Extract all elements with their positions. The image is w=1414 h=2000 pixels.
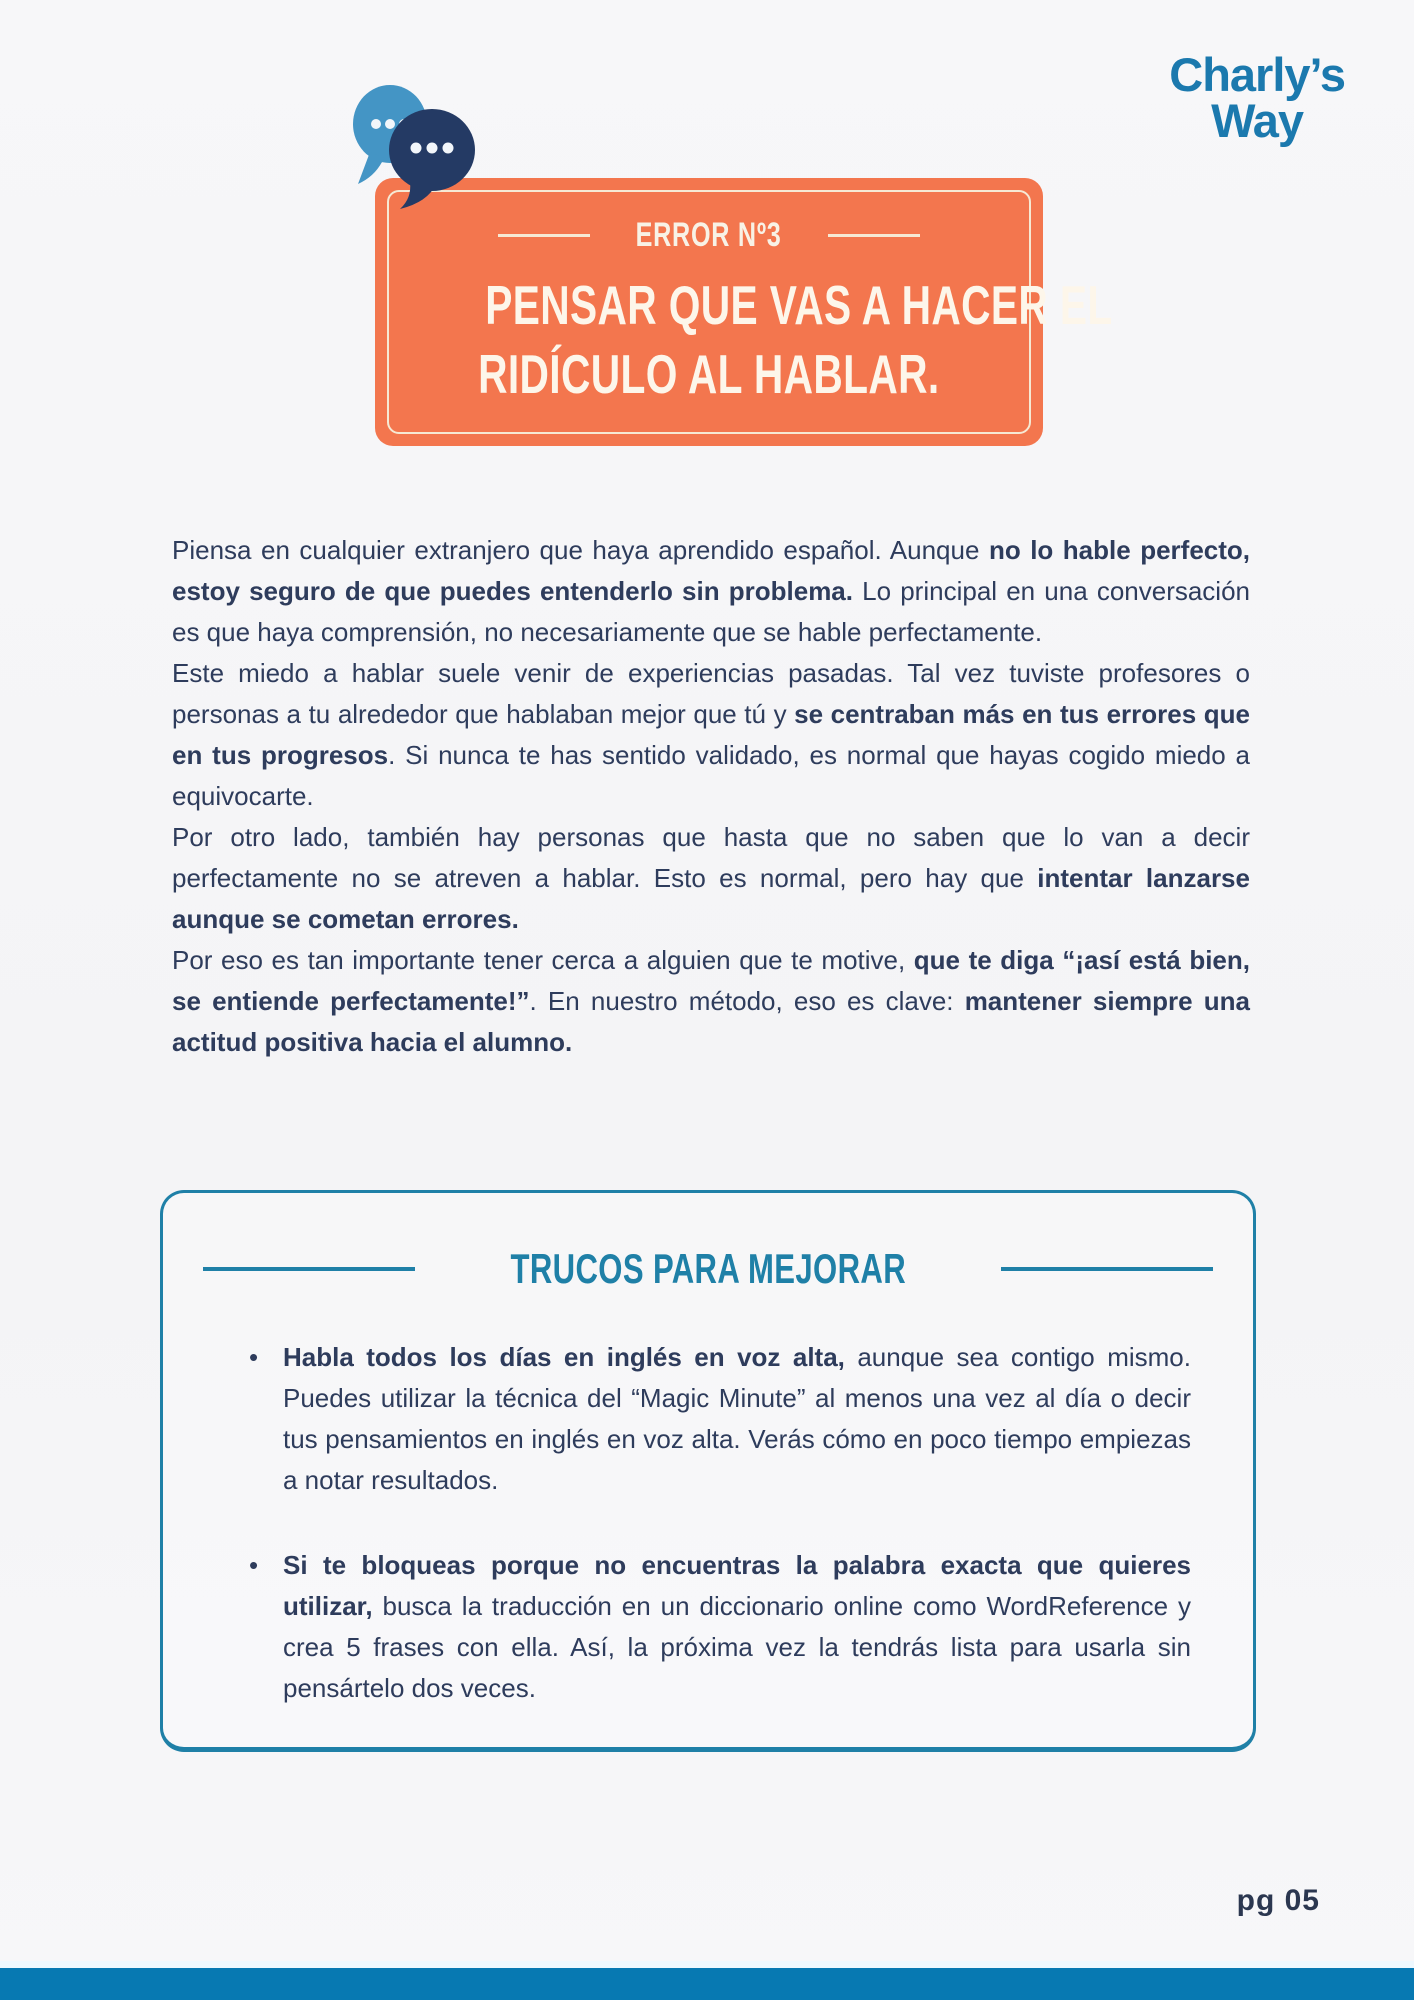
brand-logo-line2: Way (1211, 94, 1304, 148)
paragraph: Por otro lado, también hay personas que hasta que no saben que lo van a decir perfectamente no se atreven a hablar. Esto es normal, pero hay que intentar lanzarse aunque se cometan errores. (172, 822, 1250, 934)
brand-logo (1169, 48, 1345, 148)
error-number-label: ERROR Nº3 (636, 216, 782, 254)
tips-rule-right (1001, 1267, 1213, 1271)
tips-header (163, 1245, 1253, 1293)
list-item: • Si te bloqueas porque no encuentras la palabra exacta que quieres utilizar, busca la traducción en un diccionario online como WordReference y crea 5 frases con ella. Así, la próxima vez la tendrás lista para usarla sin pensártelo dos veces. (283, 1545, 1191, 1709)
tips-rule-left (203, 1267, 415, 1271)
body-text (172, 530, 1250, 1063)
speech-bubbles-icon (350, 80, 476, 210)
tips-list (163, 1337, 1253, 1709)
paragraph: Piensa en cualquier extranjero que haya aprendido español. Aunque no lo hable perfecto, estoy seguro de que puedes entenderlo sin problema. Lo principal en una conversación es que haya comprensión, no necesariamente que se hable perfectamente. (172, 535, 1251, 647)
tips-box (160, 1190, 1256, 1752)
label-rule-left (498, 234, 590, 237)
tips-title: TRUCOS PARA MEJORAR (510, 1245, 906, 1292)
error-title-line2: RIDÍCULO AL HABLAR. (478, 343, 940, 406)
brand-logo-line1: Charly’s (1169, 48, 1345, 101)
paragraph: Por eso es tan importante tener cerca a alguien que te motive, que te diga “¡así está bien, se entiende perfectamente!”. En nuestro método, eso es clave: mantener siempre una actitud positiva hacia el alumno. (172, 945, 1250, 1057)
error-title (375, 271, 1113, 410)
list-item: • Habla todos los días en inglés en voz alta, aunque sea contigo mismo. Puedes utilizar la técnica del “Magic Minute” al menos una vez al día o decir tus pensamientos en inglés en voz alta. Verás cómo en poco tiempo empiezas a notar resultados. (283, 1337, 1191, 1501)
footer-light-strip (0, 1961, 1414, 1968)
footer-bar (0, 1968, 1414, 2000)
label-rule-right (828, 234, 920, 237)
page-number: pg 05 (1236, 1884, 1320, 1917)
error-label-row (375, 216, 1043, 255)
speech-bubble-dark-icon (389, 109, 475, 209)
error-banner (375, 178, 1113, 446)
error-title-line1: PENSAR QUE VAS A HACER EL (485, 274, 1113, 336)
paragraph: Este miedo a hablar suele venir de experiencias pasadas. Tal vez tuviste profesores o personas a tu alrededor que hablaban mejor que tú y se centraban más en tus errores que en tus progresos. Si nunca te has sentido validado, es normal que hayas cogido miedo a equivocarte. (172, 658, 1250, 811)
